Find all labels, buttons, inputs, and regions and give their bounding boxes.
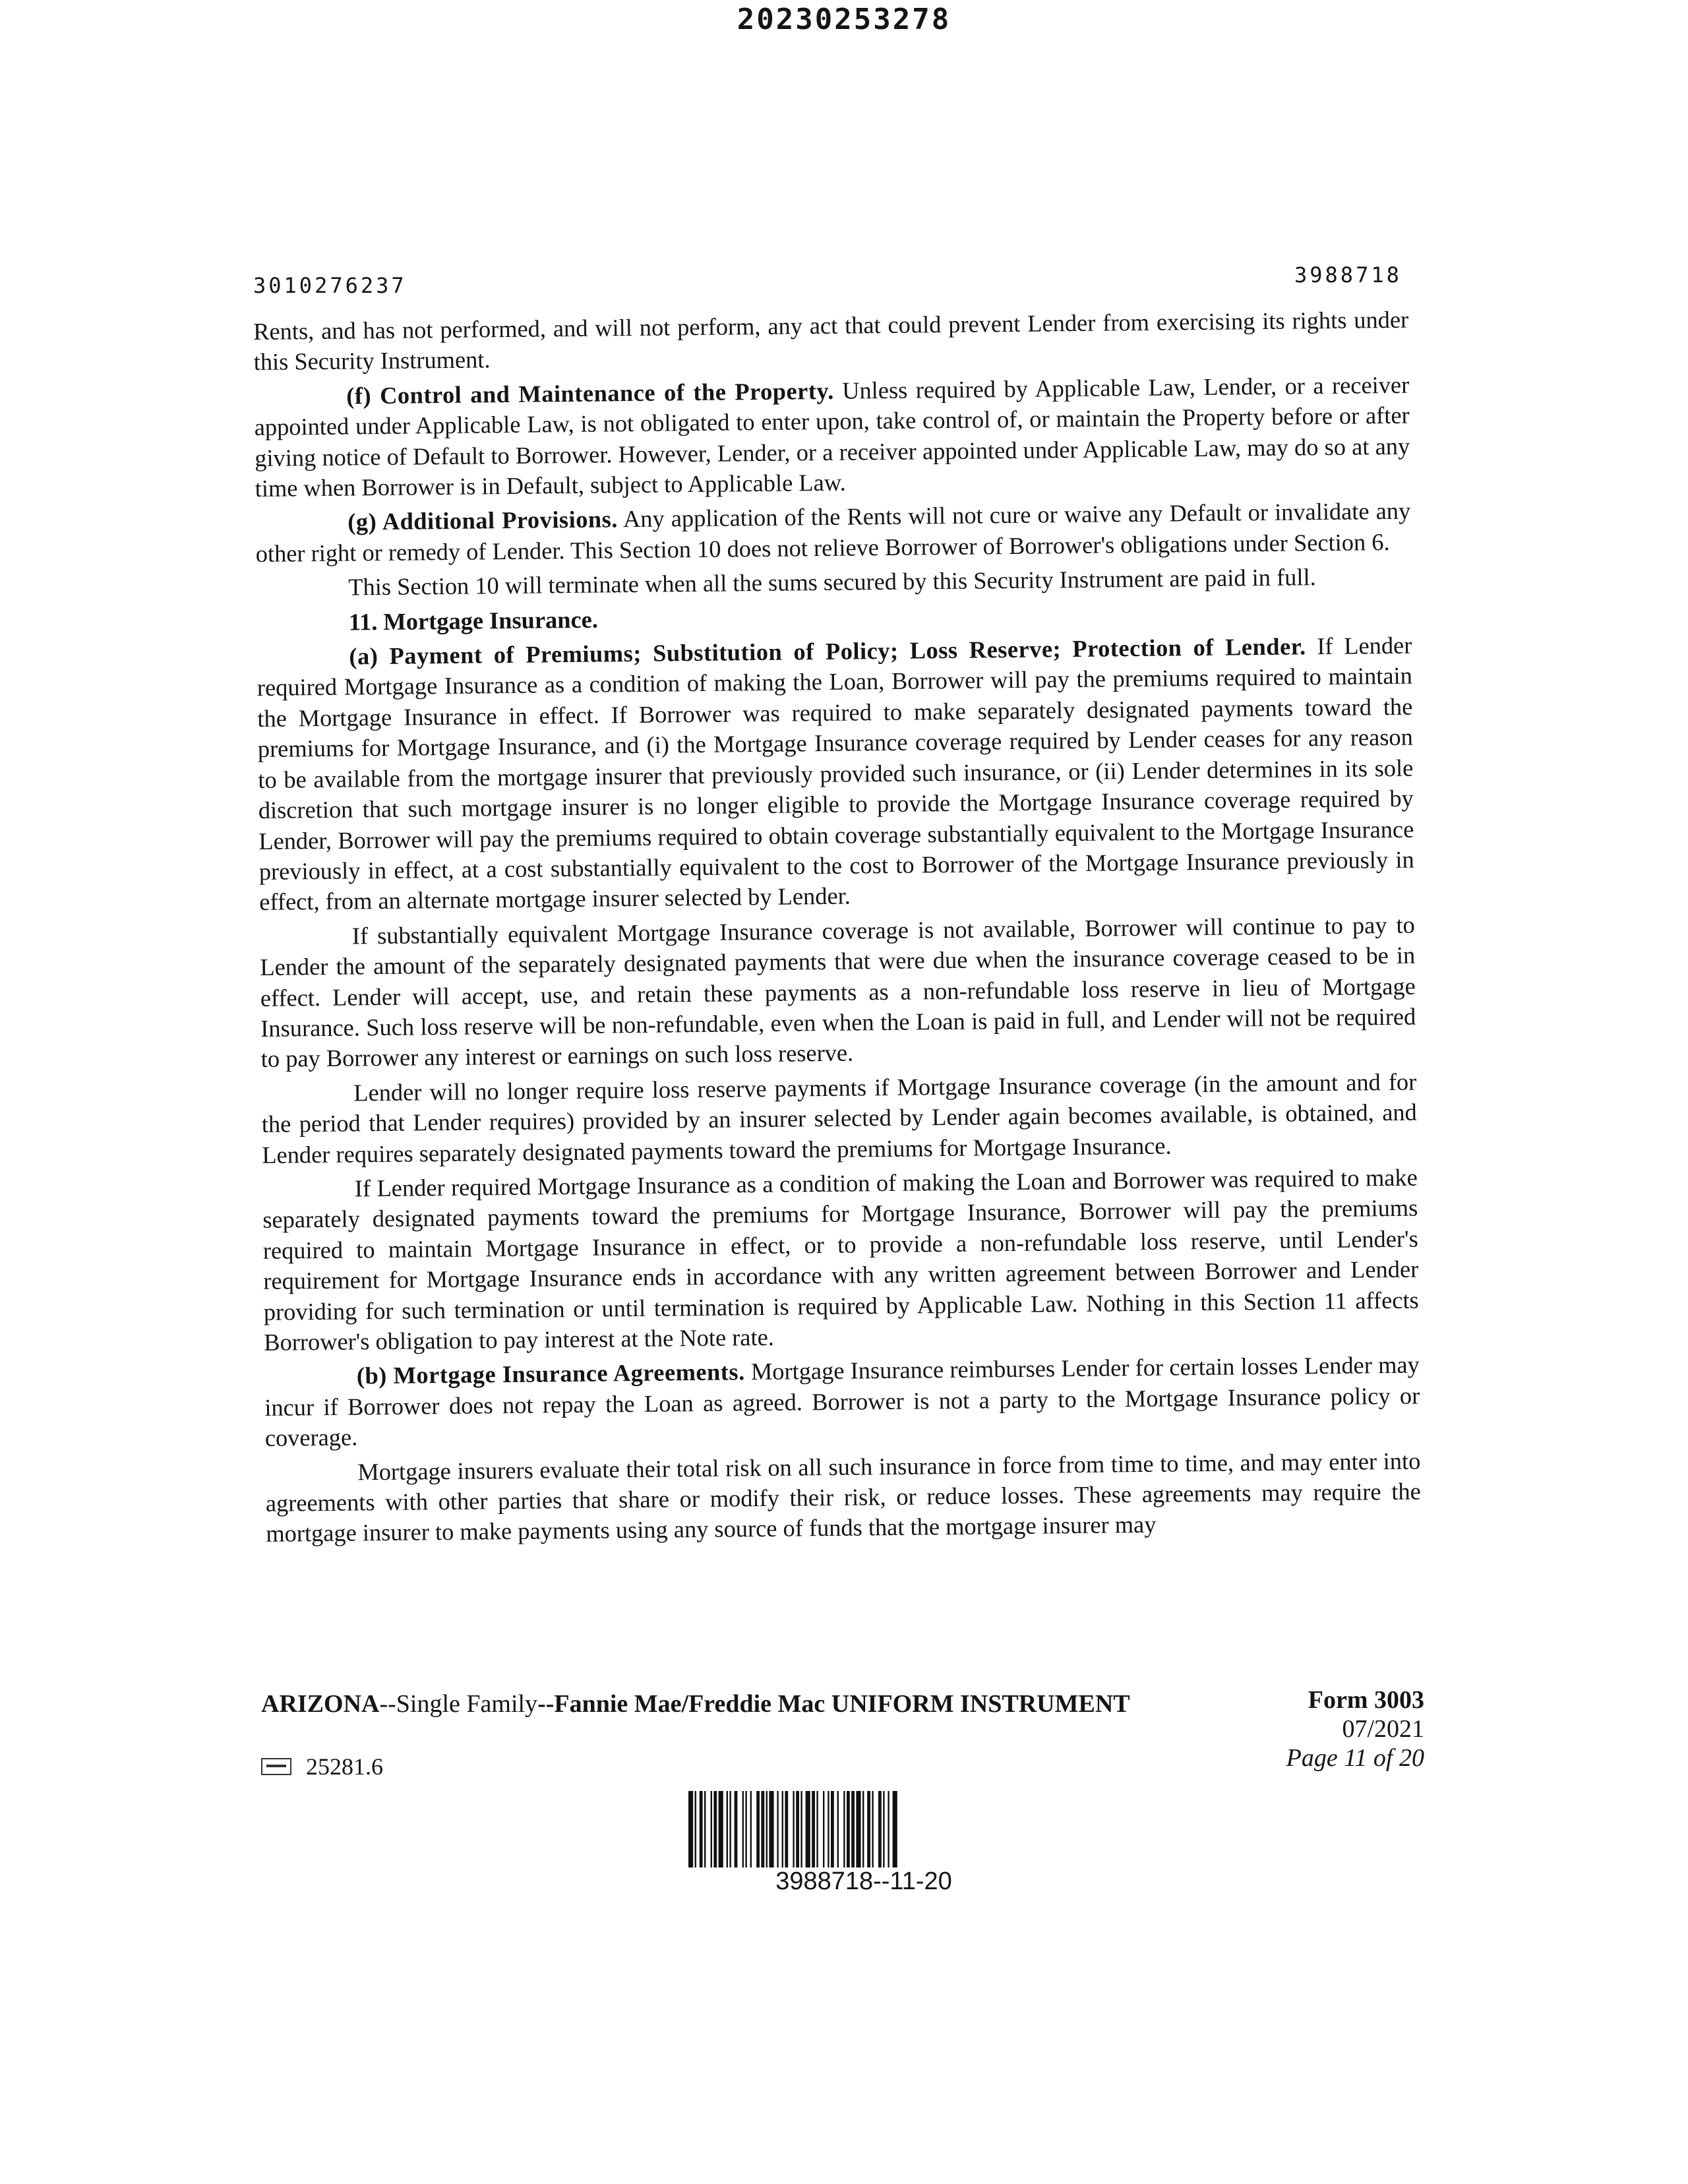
footer-instrument-title bbox=[261, 1689, 1130, 1718]
page-number: Page 11 of 20 bbox=[1286, 1744, 1424, 1772]
footer-separator: -- bbox=[379, 1690, 396, 1718]
recording-number: 20230253278 bbox=[737, 3, 951, 36]
subsection-heading: (f) Control and Maintenance of the Property. bbox=[346, 377, 834, 410]
subsection-heading: (a) Payment of Premiums; Substitution of Policy; Loss Reserve; Protection of Lender. bbox=[349, 633, 1306, 670]
paragraph-additional-provisions bbox=[255, 496, 1411, 569]
paragraph-premium-requirement: If Lender required Mortgage Insurance as a condition of making the Loan and Borrower was required to make separately designated payments toward the premiums for Mortgage Insurance, Borrower will pay the premiums required to maintain Mortgage Insurance in effect, or to provide a non-refundable loss reserve, until Lender's requirement for Mortgage Insurance ends in accordance with any written agreement between Borrower and Lender providing for such termination or until termination is required by Applicable Law. Nothing in this Section 11 affects Borrower's obligation to pay interest at the Note rate. bbox=[262, 1164, 1419, 1356]
document-code-text: 25281.6 bbox=[306, 1753, 383, 1780]
paragraph-equivalent-coverage: If substantially equivalent Mortgage Insurance coverage is not available, Borrower will continue to pay to Lender the amount of the separately designated payments that were due when the insurance coverage ceased to be in effect. Lender will accept, use, and retain these payments as a non-refundable loss reserve in lieu of Mortgage Insurance. Such loss reserve will be non-refundable, even when the Loan is paid in full, and Lender will not be required to pay Borrower any interest or earnings on such loss reserve. bbox=[260, 911, 1416, 1073]
paragraph-payment-of-premiums bbox=[256, 630, 1414, 918]
form-date: 07/2021 bbox=[1342, 1715, 1424, 1743]
footer-form-info bbox=[1226, 1685, 1424, 1773]
loan-number: 3010276237 bbox=[253, 273, 407, 298]
footer-separator: -- bbox=[537, 1690, 555, 1718]
subsection-heading: (g) Additional Provisions. bbox=[347, 506, 618, 535]
document-code bbox=[261, 1753, 383, 1780]
paragraph-rents-continued: Rents, and has not performed, and will not perform, any act that could prevent Lender from exercising its rights under this Security Instrument. bbox=[253, 306, 1409, 376]
paragraph-text: Unless required by Applicable Law, Lender, or a receiver appointed under Applicable Law, is not obligated to enter upon, take control of, or maintain the Property before or after giving notice of Default to Borrower. However, Lender, or a receiver appointed under Applicable Law, may do so at any time when Borrower is in Default, subject to Applicable Law. bbox=[254, 371, 1410, 502]
order-number: 3988718 bbox=[1294, 262, 1402, 288]
form-number: Form 3003 bbox=[1308, 1686, 1424, 1714]
paragraph-text: Mortgage Insurance reimburses Lender for certain losses Lender may incur if Borrower does not repay the Loan as agreed. Borrower is not a party to the Mortgage Insurance policy or coverage. bbox=[264, 1351, 1420, 1452]
paragraph-control-maintenance bbox=[254, 369, 1410, 504]
paragraph-section-10-termination: This Section 10 will terminate when all the sums secured by this Security Instrument are paid in full. bbox=[348, 564, 1316, 601]
paragraph-mortgage-insurance-agreements bbox=[264, 1350, 1420, 1454]
barcode-text: 3988718--11-20 bbox=[775, 1867, 952, 1895]
paragraph-text: Any application of the Rents will not cure or waive any Default or invalidate any other right or remedy of Lender. This Section 10 does not relieve Borrower of Borrower's obligations under Section 6. bbox=[255, 498, 1411, 567]
paragraph-insurer-risk: Mortgage insurers evaluate their total risk on all such insurance in force from time to time, and may enter into agreements with other parties that share or modify their risk, or reduce losses. These agreements may require the mortgage insurer to make payments using any source of funds that the mortgage insurer may bbox=[265, 1447, 1421, 1548]
paragraph-loss-reserve: Lender will no longer require loss reserve payments if Mortgage Insurance coverage (in the amount and for the period that Lender requires) provided by an insurer selected by Lender again becomes available, is obtained, and Lender requires separately designated payments toward the premiums for Mortgage Insurance. bbox=[261, 1068, 1417, 1168]
footer-family: Single Family bbox=[396, 1690, 538, 1718]
document-body bbox=[253, 305, 1422, 1554]
footer-state: ARIZONA bbox=[261, 1690, 380, 1718]
subsection-heading: (b) Mortgage Insurance Agreements. bbox=[356, 1358, 745, 1389]
barcode-icon bbox=[686, 1791, 1042, 1867]
section-11-heading: 11. Mortgage Insurance. bbox=[348, 606, 599, 636]
footer-instrument: Fannie Mae/Freddie Mac UNIFORM INSTRUMENT bbox=[554, 1690, 1130, 1718]
paragraph-text: If Lender required Mortgage Insurance as a condition of making the Loan, Borrower will pay the premiums required to maintain the Mortgage Insurance in effect. If Borrower was required to make separately designated payments toward the premiums for Mortgage Insurance, and (i) the Mortgage Insurance coverage required by Lender ceases for any reason to be available from the mortgage insurer that previously provided such insurance, or (ii) Lender determines in its sole discretion that such mortgage insurer is no longer eligible to provide the Mortgage Insurance coverage required by Lender, Borrower will pay the premiums required to obtain coverage substantially equivalent to the Mortgage Insurance previously in effect, at a cost substantially equivalent to the cost to Borrower of the Mortgage Insurance previously in effect, from an alternate mortgage insurer selected by Lender. bbox=[256, 632, 1414, 916]
document-code-icon bbox=[261, 1758, 291, 1775]
